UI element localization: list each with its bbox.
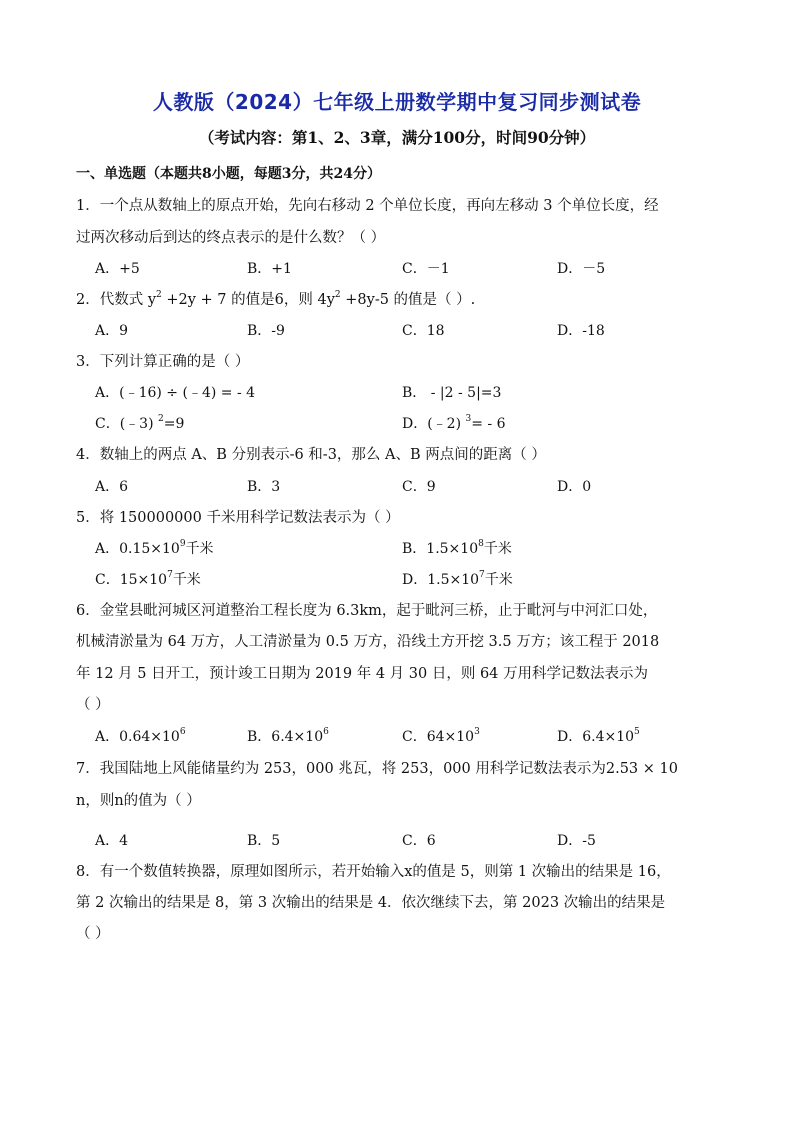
q7-stem-line2: n，则n的值为（ ） xyxy=(76,793,201,809)
q3-option-b: B． - |2 - 5|=3 xyxy=(402,385,502,401)
q2-stem-part1: 2．代数式 y xyxy=(76,292,157,308)
q2-exponent-1: 2 xyxy=(156,290,162,301)
q5-option-d xyxy=(402,570,513,590)
q3-option-d-exponent: 3 xyxy=(465,414,472,425)
q5-option-c-exponent: 7 xyxy=(167,570,173,581)
q3-option-c xyxy=(95,414,184,434)
q1-option-a: A．+5 xyxy=(95,261,140,277)
q2-stem xyxy=(76,290,716,310)
q1-option-d: D．－5 xyxy=(557,261,606,277)
q5-option-a xyxy=(95,539,214,559)
q3-option-d-rest: = - 6 xyxy=(471,416,506,432)
q6-option-a-base: A．0.64×10 xyxy=(95,729,180,745)
q3-option-c-rest: =9 xyxy=(163,416,185,432)
q1-option-b: B．+1 xyxy=(247,261,292,277)
q3-option-d-base: D．(﹣2) xyxy=(402,416,466,432)
q3-option-d xyxy=(402,414,506,434)
q7-option-d: D．-5 xyxy=(557,833,596,849)
q4-option-b: B．3 xyxy=(247,479,281,495)
q4-option-a: A．6 xyxy=(95,479,129,495)
q2-option-a: A．9 xyxy=(95,323,129,339)
q7-option-b: B．5 xyxy=(247,833,281,849)
q6-stem-line1: 6．金堂县毗河城区河道整治工程长度为 6.3km，起于毗河三桥，止于毗河与中河汇口处， xyxy=(76,603,658,619)
q1-option-c: C．－1 xyxy=(402,261,450,277)
q3-option-c-base: C．(﹣3) xyxy=(95,416,158,432)
q5-option-b-base: B．1.5×10 xyxy=(402,541,479,557)
q1-stem-line2: 过两次移动后到达的终点表示的是什么数？（ ） xyxy=(76,230,386,246)
q5-option-a-exponent: 9 xyxy=(179,539,186,550)
q5-option-a-base: A．0.15×10 xyxy=(95,541,180,557)
q4-stem: 4．数轴上的两点 A、B 分别表示-6 和-3，那么 A、B 两点间的距离（ ） xyxy=(76,447,546,463)
q4-option-c: C．9 xyxy=(402,479,436,495)
q8-stem-line2: 第 2 次输出的结果是 8，第 3 次输出的结果是 4．依次继续下去，第 2023 次输出的结果是 xyxy=(76,895,666,911)
q6-stem-line3: 年 12 月 5 日开工，预计竣工日期为 2019 年 4 月 30 日，则 64 万用科学记数法表示为 xyxy=(76,666,649,682)
q6-option-a-exponent: 6 xyxy=(179,727,186,738)
q6-option-a xyxy=(95,727,186,747)
q6-option-b xyxy=(247,727,329,747)
q7-option-a: A．4 xyxy=(95,833,129,849)
q6-option-b-exponent: 6 xyxy=(323,727,329,738)
section-heading: 一、单选题（本题共8小题，每题3分，共24分） xyxy=(76,166,381,182)
q6-stem-line4: （ ） xyxy=(76,697,110,713)
q6-option-d xyxy=(557,727,640,747)
q2-stem-part2: +2y + 7 的值是6，则 4y xyxy=(161,292,335,308)
q6-stem-line2: 机械清淤量为 64 万方，人工清淤量为 0.5 万方，沿线土方开挖 3.5 万方；该工程于 2018 xyxy=(76,634,660,650)
q3-option-c-exponent: 2 xyxy=(158,414,164,425)
q5-option-b xyxy=(402,539,512,559)
q5-option-b-exponent: 8 xyxy=(478,539,484,550)
q5-option-d-unit: 千米 xyxy=(484,572,513,588)
page-title: 人教版（2024）七年级上册数学期中复习同步测试卷 xyxy=(152,90,642,114)
q5-stem: 5．将 150000000 千米用科学记数法表示为（ ） xyxy=(76,510,400,526)
q4-option-d: D．0 xyxy=(557,479,592,495)
q5-option-d-exponent: 7 xyxy=(479,570,485,581)
q8-stem-line1: 8．有一个数值转换器，原理如图所示，若开始输入x的值是 5，则第 1 次输出的结果是 16， xyxy=(76,864,671,880)
q6-option-c-base: C．64×10 xyxy=(402,729,475,745)
q6-option-b-base: B．6.4×10 xyxy=(247,729,324,745)
q2-option-d: D．-18 xyxy=(557,323,605,339)
q6-option-c xyxy=(402,727,480,747)
q5-option-c-unit: 千米 xyxy=(172,572,201,588)
q2-option-c: C．18 xyxy=(402,323,445,339)
q3-option-a: A．(﹣16) ÷ (﹣4) = - 4 xyxy=(95,385,256,401)
q5-option-a-unit: 千米 xyxy=(185,541,214,557)
q5-option-c xyxy=(95,570,201,590)
q6-option-d-exponent: 5 xyxy=(634,727,640,738)
q2-option-b: B．-9 xyxy=(247,323,285,339)
q6-option-c-exponent: 3 xyxy=(474,727,480,738)
q8-stem-line3: （ ） xyxy=(76,926,110,942)
q6-option-d-base: D．6.4×10 xyxy=(557,729,635,745)
q2-stem-part3: +8y-5 的值是（ ）. xyxy=(340,292,476,308)
q5-option-b-unit: 千米 xyxy=(483,541,512,557)
q5-option-d-base: D．1.5×10 xyxy=(402,572,480,588)
q5-option-c-base: C．15×10 xyxy=(95,572,168,588)
q7-stem-line1: 7．我国陆地上风能储量约为 253，000 兆瓦，将 253，000 用科学记数法表示为2.53 × 10 xyxy=(76,761,678,777)
q2-exponent-2: 2 xyxy=(334,290,341,301)
q3-stem: 3．下列计算正确的是（ ） xyxy=(76,354,250,370)
page-subtitle: （考试内容：第1、2、3章，满分100分，时间90分钟） xyxy=(198,128,596,147)
q7-option-c: C．6 xyxy=(402,833,436,849)
q1-stem-line1: 1．一个点从数轴上的原点开始，先向右移动 2 个单位长度，再向左移动 3 个单位长度，经 xyxy=(76,198,659,214)
